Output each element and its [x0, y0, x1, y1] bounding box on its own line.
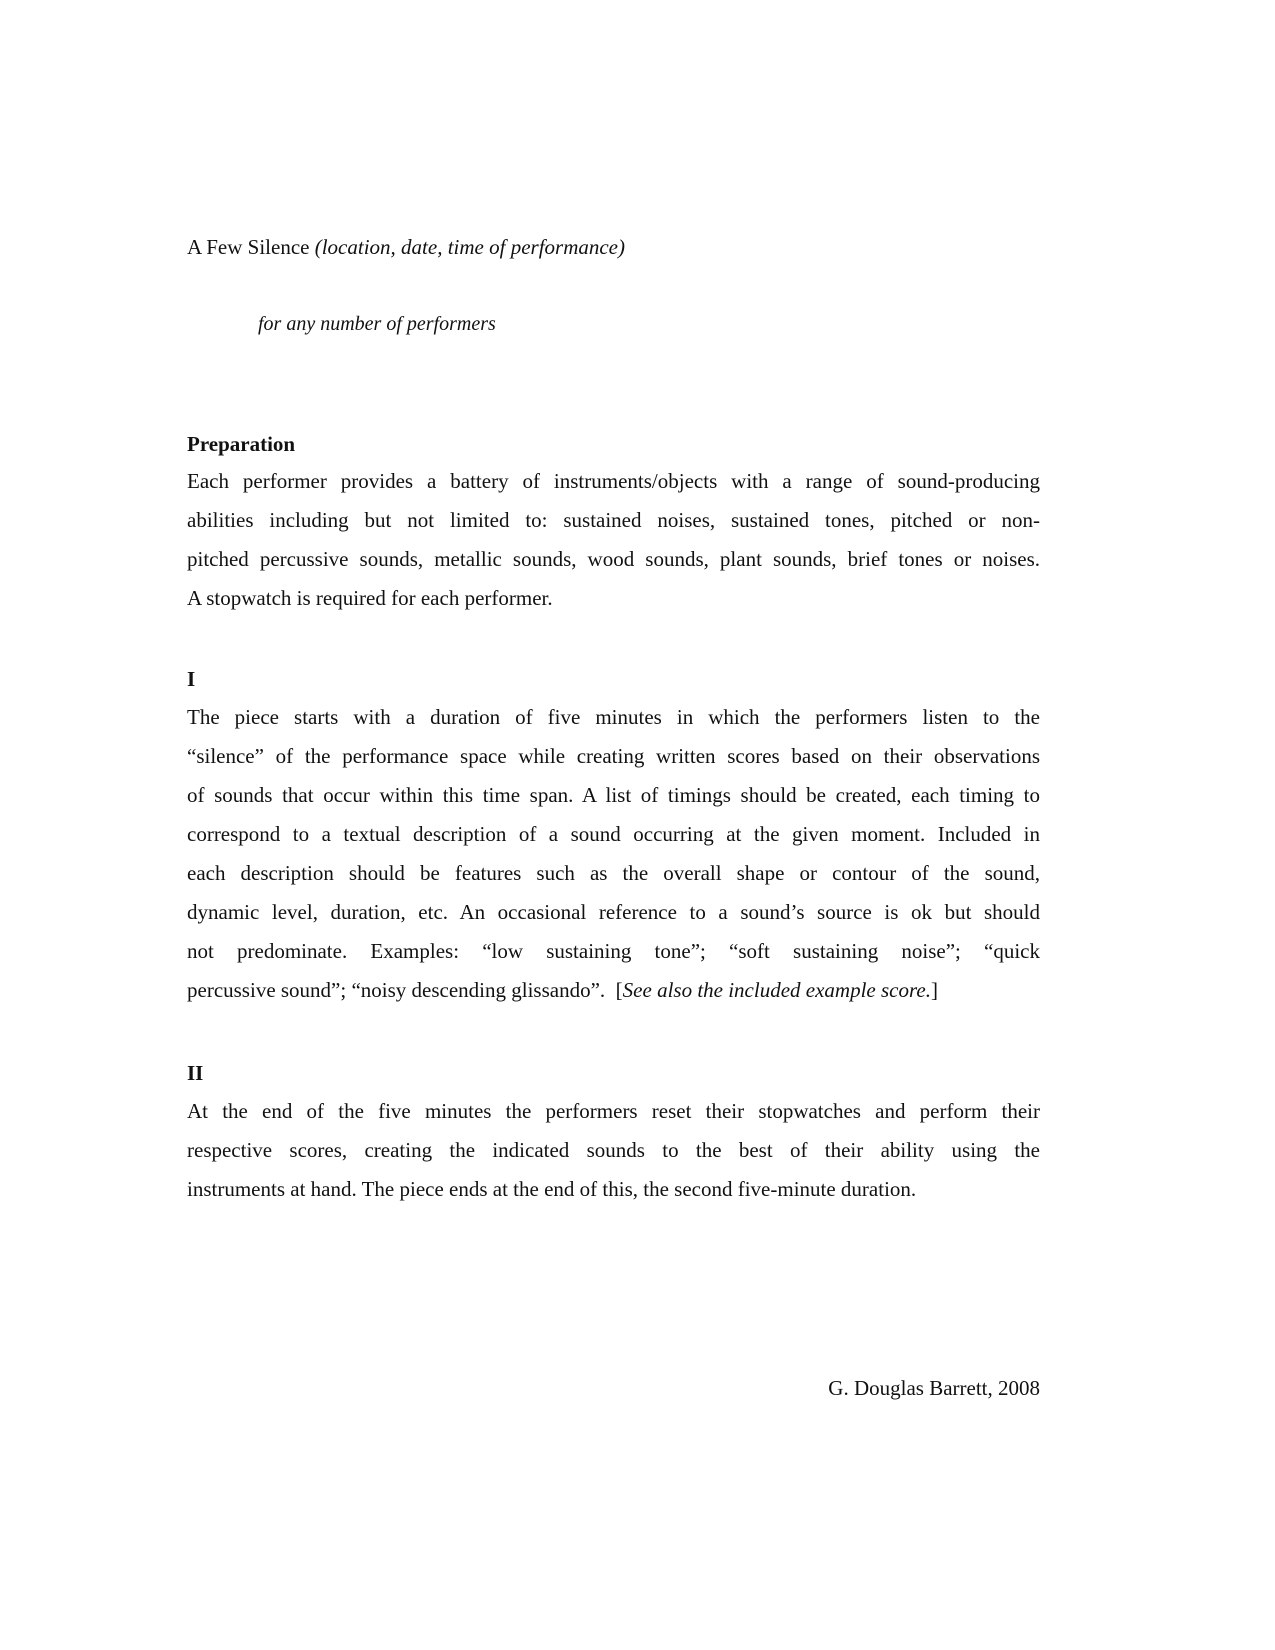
- example-score-note: See also the included example score.: [622, 978, 931, 1002]
- section-body-preparation: [187, 462, 1040, 618]
- title-performance-details: (location, date, time of performance): [314, 235, 625, 259]
- text-line: abilities including but not limited to: sustained noises, sustained tones, pitched or non-: [187, 508, 1040, 532]
- author-signature: G. Douglas Barrett, 2008: [828, 1376, 1040, 1400]
- text-line: Each performer provides a battery of instruments/objects with a range of sound-producing: [187, 469, 1040, 493]
- text-line-with-note: [187, 971, 1040, 1010]
- text-line: “silence” of the performance space while creating written scores based on their observations: [187, 744, 1040, 768]
- text-line: percussive sound”; “noisy descending glissando”.: [187, 978, 616, 1002]
- section-heading-ii: II: [187, 1061, 204, 1085]
- document-subtitle: for any number of performers: [258, 313, 496, 335]
- text-line: instruments at hand. The piece ends at the end of this, the second five-minute duration.: [187, 1177, 917, 1201]
- text-line: of sounds that occur within this time span. A list of timings should be created, each timing to: [187, 783, 1040, 807]
- section-body-ii: [187, 1092, 1040, 1209]
- section-heading-i: I: [187, 667, 196, 691]
- text-line: pitched percussive sounds, metallic sounds, wood sounds, plant sounds, brief tones or noises.: [187, 547, 1040, 571]
- section-heading-preparation: Preparation: [187, 432, 296, 456]
- title-main: A Few Silence: [187, 235, 315, 259]
- text-line: not predominate. Examples: “low sustaining tone”; “soft sustaining noise”; “quick: [187, 939, 1040, 963]
- text-line: correspond to a textual description of a sound occurring at the given moment. Included in: [187, 822, 1040, 846]
- text-line: dynamic level, duration, etc. An occasional reference to a sound’s source is ok but should: [187, 900, 1040, 924]
- text-line: each description should be features such as the overall shape or contour of the sound,: [187, 861, 1040, 885]
- text-line: The piece starts with a duration of five minutes in which the performers listen to the: [187, 705, 1040, 729]
- section-body-i: [187, 698, 1040, 1010]
- note-bracket-open: [: [615, 978, 623, 1002]
- text-line: respective scores, creating the indicated sounds to the best of their ability using the: [187, 1138, 1040, 1162]
- text-line: A stopwatch is required for each performer.: [187, 586, 553, 610]
- note-bracket-close: ]: [930, 978, 938, 1002]
- text-line: At the end of the five minutes the performers reset their stopwatches and perform their: [187, 1099, 1040, 1123]
- document-title: [187, 235, 625, 260]
